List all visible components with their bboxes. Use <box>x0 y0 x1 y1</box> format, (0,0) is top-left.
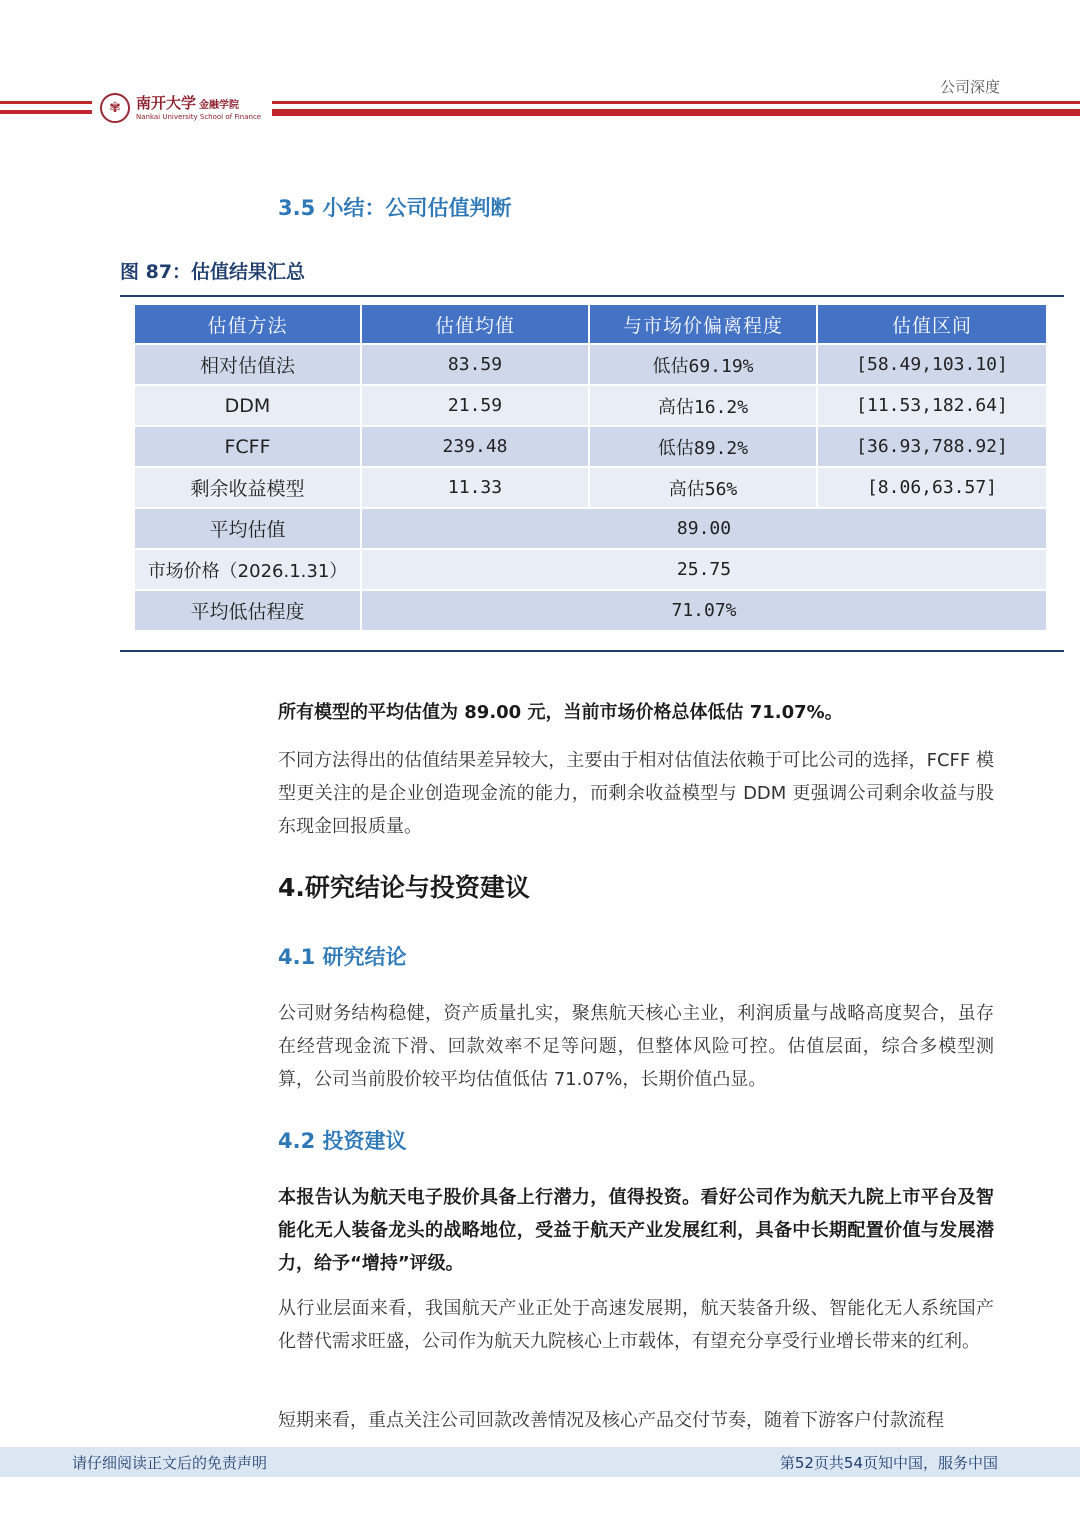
research-conclusion-paragraph: 公司财务结构稳健，资产质量扎实，聚焦航天核心主业，利润质量与战略高度契合，虽存在经营现金流下滑、回款效率不足等问题，但整体风险可控。估值层面，综合多模型测算，公司当前股价较平均估值低估 71.07%，长期价值凸显。 <box>278 1003 994 1090</box>
mean-value-cell: 83.59 <box>362 345 590 386</box>
summary-row <box>135 509 1046 550</box>
industry-outlook-paragraph: 从行业层面来看，我国航天产业正处于高速发展期，航天装备升级、智能化无人系统国产化替代需求旺盛，公司作为航天九院核心上市载体，有望充分享受行业增长带来的红利。 <box>278 1298 994 1352</box>
summary-row <box>135 550 1046 591</box>
summary-label-cell: 市场价格（2026.1.31） <box>135 550 362 591</box>
range-cell: [36.93,788.92] <box>818 427 1046 468</box>
range-cell: [58.49,103.10] <box>818 345 1046 386</box>
investment-recommendation-paragraph: 本报告认为航天电子股价具备上行潜力，值得投资。看好公司作为航天九院上市平台及智能化无人装备龙头的战略地位，受益于航天产业发展红利，具备中长期配置价值与发展潜力，给予“增持”评级。 <box>278 1187 994 1274</box>
table-row <box>135 386 1046 427</box>
summary-label-cell: 平均低估程度 <box>135 591 362 632</box>
column-header: 估值区间 <box>818 305 1046 345</box>
summary-value-cell: 89.00 <box>362 509 1046 550</box>
figure-87-title: 图 87：估值结果汇总 <box>120 261 306 283</box>
header-rule <box>272 101 1080 104</box>
mean-value-cell: 239.48 <box>362 427 590 468</box>
header-rule <box>0 110 92 114</box>
logo-name-en: Nankai University School of Finance <box>136 113 262 121</box>
valuation-difference-paragraph: 不同方法得出的估值结果差异较大，主要由于相对估值法依赖于可比公司的选择，FCFF 模型更关注的是企业创造现金流的能力，而剩余收益模型与 DDM 更强调公司剩余收益与股东现金回报质量。 <box>278 750 994 837</box>
column-header: 与市场价偏离程度 <box>590 305 818 345</box>
university-logo <box>100 92 270 128</box>
deviation-cell: 高估16.2% <box>590 386 818 427</box>
section-4-title: 4.研究结论与投资建议 <box>278 873 530 902</box>
mean-value-cell: 11.33 <box>362 468 590 509</box>
logo-school-cn: 金融学院 <box>199 100 240 111</box>
column-header: 估值均值 <box>362 305 590 345</box>
method-cell: 相对估值法 <box>135 345 362 386</box>
valuation-conclusion-paragraph: 所有模型的平均估值为 89.00 元，当前市场价格总体低估 71.07%。 <box>278 702 843 723</box>
range-cell: [11.53,182.64] <box>818 386 1046 427</box>
table-header-row <box>135 305 1046 345</box>
short-term-outlook-paragraph: 短期来看，重点关注公司回款改善情况及核心产品交付节奏，随着下游客户付款流程 <box>278 1410 944 1431</box>
summary-row <box>135 591 1046 632</box>
figure-rule-bottom <box>120 650 1064 652</box>
header-rule <box>0 101 92 104</box>
header-tag: 公司深度 <box>939 78 1000 96</box>
column-header: 估值方法 <box>135 305 362 345</box>
summary-value-cell: 71.07% <box>362 591 1046 632</box>
method-cell: FCFF <box>135 427 362 468</box>
deviation-cell: 高估56% <box>590 468 818 509</box>
logo-name-cn: 南开大学 <box>136 94 197 112</box>
footer-disclaimer: 请仔细阅读正文后的免责声明 <box>72 1454 268 1472</box>
header-rule <box>272 109 1080 116</box>
deviation-cell: 低估89.2% <box>590 427 818 468</box>
footer-page-info: 第52页共54页知中国，服务中国 <box>779 1454 998 1472</box>
table-row <box>135 468 1046 509</box>
section-3-5-title: 3.5 小结：公司估值判断 <box>278 196 512 220</box>
figure-rule-top <box>120 295 1064 297</box>
valuation-summary-table <box>135 305 1046 632</box>
method-cell: 剩余收益模型 <box>135 468 362 509</box>
method-cell: DDM <box>135 386 362 427</box>
deviation-cell: 低估69.19% <box>590 345 818 386</box>
university-emblem-icon: ✾ <box>100 93 130 123</box>
summary-value-cell: 25.75 <box>362 550 1046 591</box>
section-4-2-title: 4.2 投资建议 <box>278 1129 407 1153</box>
summary-label-cell: 平均估值 <box>135 509 362 550</box>
table-row <box>135 427 1046 468</box>
mean-value-cell: 21.59 <box>362 386 590 427</box>
section-4-1-title: 4.1 研究结论 <box>278 945 407 969</box>
table-row <box>135 345 1046 386</box>
range-cell: [8.06,63.57] <box>818 468 1046 509</box>
